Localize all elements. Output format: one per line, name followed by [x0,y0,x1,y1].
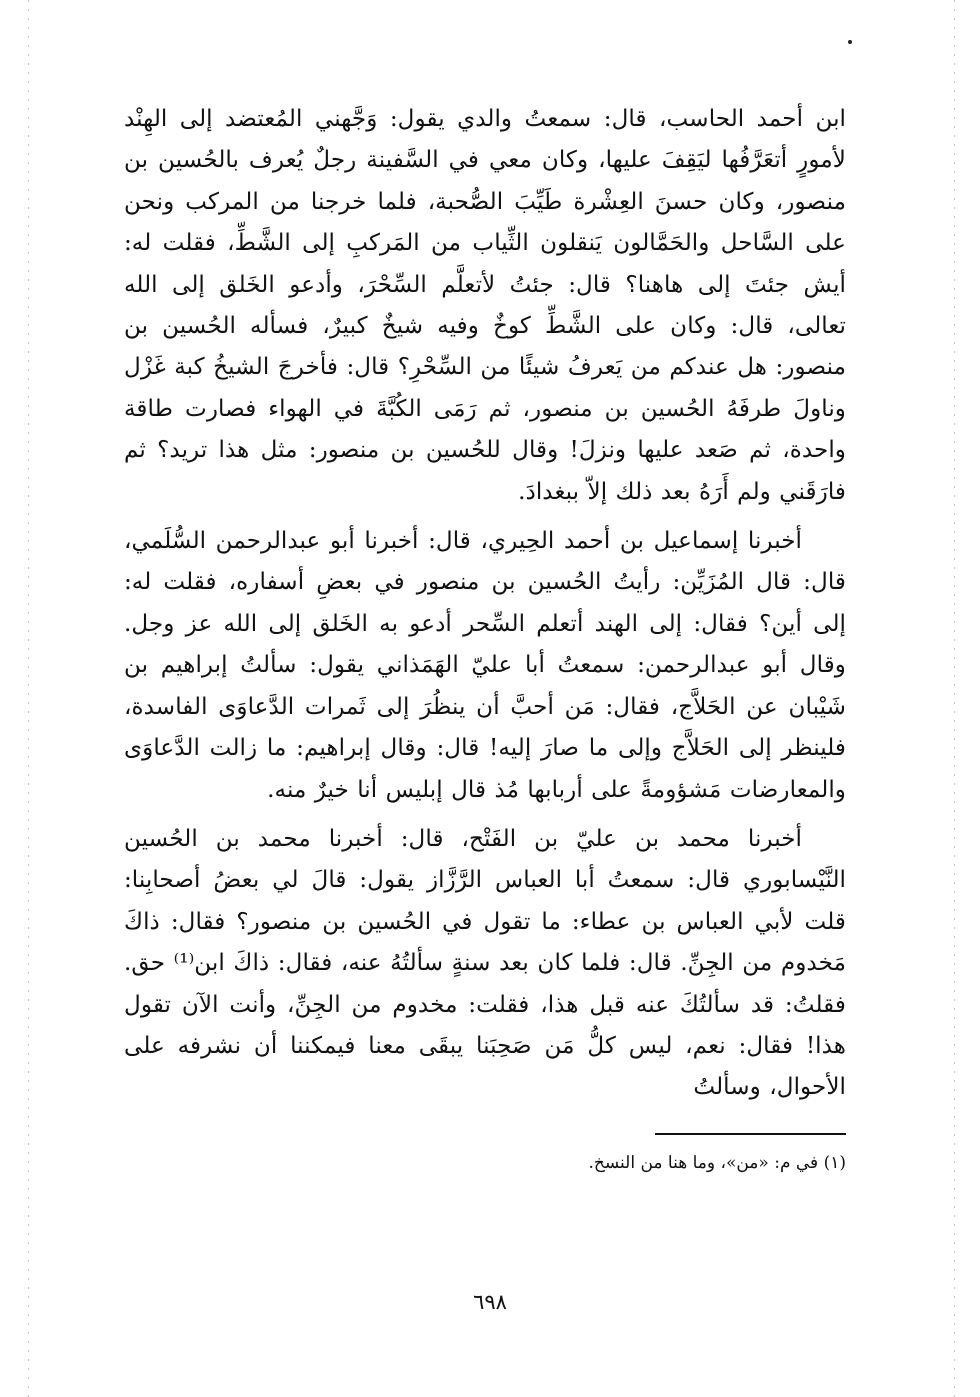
paragraph-3: أخبرنا محمد بن عليّ بن الفَتْح، قال: أخبرنا محمد بن الحُسين النَّيْسابوري قال: سمعتُ أبا العباس الرَّزَّاز يقول: قالَ لي بعضُ أصحابِنا: قلت لأبي العباس بن عطاء: ما تقول في الحُسين بن منصور؟ فقال: ذاكَ مَخدوم من الجِنِّ. قال: فلما كان بعد سنةٍ سألتُهُ عنه، فقال: ذاكَ ابن⁽¹⁾ حق. فقلتُ: قد سألتُكَ عنه قبل هذا، فقلت: مخدوم من الجِنِّ، وأنت الآن تقول هذا! فقال: نعم، ليس كلُّ مَن صَحِبَنا يبقَى معنا فيمكننا أن نشرفه على الأحوال، وسألتُ [124,824,846,1101]
footnote: (١) في م: «من»، وما هنا من النسخ. [588,1153,846,1173]
main-text [124,98,846,1108]
paragraph-1: ابن أحمد الحاسب، قال: سمعتُ والدي يقول: وَجَّهني المُعتضد إلى الهِنْد لأمورٍ أتعَرَّفُها ليَقِفَ عليها، وكان معي في السَّفينة رجلٌ يُعرف بالحُسين بن منصور، وكان حسنَ العِشْرة طَيِّبَ الصُّحبة، فلما خرجنا من المركب ونحن على السَّاحل والحَمَّالون يَنقلون الثِّياب من المَركبِ إلى الشَّطِّ، فقلت له: أيش جئتَ إلى هاهنا؟ قال: جئتُ لأتعلَّم السِّحْرَ، وأدعو الخَلق إلى الله تعالى، قال: وكان على الشَّطِّ كوخٌ وفيه شيخٌ كبيرٌ، فسأله الحُسين بن منصور: هل عندكم من يَعرفُ شيئًا من السِّحْرِ؟ قال: فأخرجَ الشيخُ كبة غَزْل وناولَ طرفَهُ الحُسين بن منصور، ثم رَمَى الكُبَّةَ في الهواء فصارت طاقة واحدة، ثم صَعد عليها ونزلَ! وقال للحُسين بن منصور: مثل هذا تريد؟ ثم فارَقَني ولم أَرَهُ بعد ذلك إلاّ ببغدادَ. [124,105,846,505]
page-number: ٦٩٨ [473,1290,507,1314]
paragraph-2: أخبرنا إسماعيل بن أحمد الحِيري، قال: أخبرنا أبو عبدالرحمن السُّلَمي، قال: قال المُزَيِّن: رأيتُ الحُسين بن منصور في بعضِ أسفاره، فقلت له: إلى أين؟ فقال: إلى الهند أتعلم السِّحر أدعو به الخَلق إلى الله عز وجل. وقال أبو عبدالرحمن: سمعتُ أبا عليّ الهَمَذاني يقول: سألتُ إبراهيم بن شَيْبان عن الحَلاَّج، فقال: مَن أحبَّ أن ينظُرَ إلى ثَمرات الدَّعاوَى الفاسدة، فلينظر إلى الحَلاَّج وإلى ما صارَ إليه! قال: وقال إبراهيم: ما زالت الدَّعاوَى والمعارضات مَشؤومةً على أربابها مُذ قال إبليس أنا خيرٌ منه. [124,527,846,803]
scan-speck [848,40,852,44]
footnote-divider [655,1133,846,1135]
scan-edge-right [954,0,955,1397]
scan-edge-left [28,0,29,1397]
